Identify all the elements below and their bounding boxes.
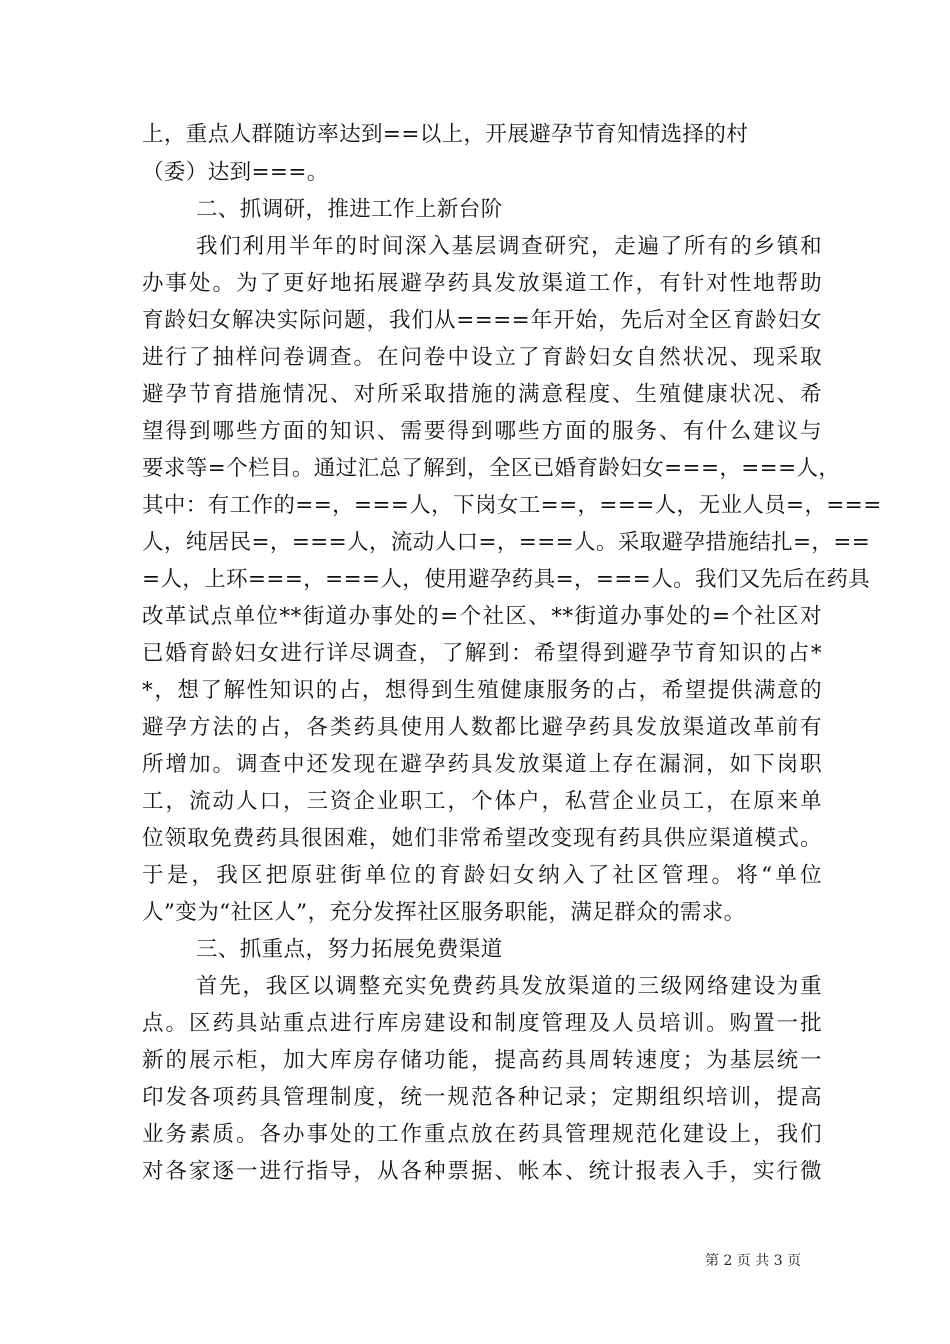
text-line: 业务素质。各办事处的工作重点放在药具管理规范化建设上，我们 — [142, 1122, 822, 1147]
text-line: 工，流动人口，三资企业职工，个体户，私营企业员工，在原来单 — [142, 789, 822, 814]
text-line: 望得到哪些方面的知识、需要得到哪些方面的服务、有什么建议与 — [142, 419, 822, 444]
text-line: 点。区药具站重点进行库房建设和制度管理及人员培训。购置一批 — [142, 1011, 822, 1036]
text-line: 办事处。为了更好地拓展避孕药具发放渠道工作，有针对性地帮助 — [142, 271, 822, 296]
text-line: 所增加。调查中还发现在避孕药具发放渠道上存在漏洞，如下岗职 — [142, 752, 822, 777]
section-heading: 二、抓调研，推进工作上新台阶 — [196, 197, 503, 222]
text-line: 首先，我区以调整充实免费药具发放渠道的三级网络建设为重 — [196, 974, 822, 999]
text-line: 位领取免费药具很困难，她们非常希望改变现有药具供应渠道模式。 — [142, 826, 822, 851]
text-line: =人，上环===，===人，使用避孕药具=，===人。我们又先后在药具 — [142, 567, 871, 592]
text-line: 印发各项药具管理制度，统一规范各种记录；定期组织培训，提高 — [142, 1085, 822, 1110]
text-line: 人”变为“社区人”，充分发挥社区服务职能，满足群众的需求。 — [142, 900, 746, 925]
text-line: 对各家逐一进行指导，从各种票据、帐本、统计报表入手，实行微 — [142, 1159, 822, 1184]
text-line: 已婚育龄妇女进行详尽调查，了解到：希望得到避孕节育知识的占* — [142, 641, 822, 666]
text-line: 改革试点单位**街道办事处的=个社区、**街道办事处的=个社区对 — [142, 604, 822, 629]
page-number-footer: 第 2 页 共 3 页 — [705, 1253, 802, 1269]
text-line: 新的展示柜，加大库房存储功能，提高药具周转速度；为基层统一 — [142, 1048, 822, 1073]
text-line: 我们利用半年的时间深入基层调查研究，走遍了所有的乡镇和 — [196, 234, 822, 259]
text-line: 其中：有工作的==，===人，下岗女工==，===人，无业人员=，=== — [142, 493, 882, 518]
text-line: 要求等=个栏目。通过汇总了解到，全区已婚育龄妇女===，===人， — [142, 456, 841, 481]
text-line: （委）达到===。 — [142, 160, 329, 185]
text-line: 上，重点人群随访率达到==以上，开展避孕节育知情选择的村 — [142, 122, 749, 147]
text-line: 人，纯居民=，===人，流动人口=，===人。采取避孕措施结扎=，== — [142, 530, 871, 555]
text-line: 于是，我区把原驻街单位的育龄妇女纳入了社区管理。将“单位 — [142, 863, 822, 888]
text-line: *，想了解性知识的占，想得到生殖健康服务的占，希望提供满意的 — [142, 678, 822, 703]
section-heading: 三、抓重点，努力拓展免费渠道 — [196, 937, 503, 962]
text-line: 育龄妇女解决实际问题，我们从====年开始，先后对全区育龄妇女 — [142, 308, 822, 333]
text-line: 进行了抽样问卷调查。在问卷中设立了育龄妇女自然状况、现采取 — [142, 345, 822, 370]
text-line: 避孕方法的占，各类药具使用人数都比避孕药具发放渠道改革前有 — [142, 715, 822, 740]
text-line: 避孕节育措施情况、对所采取措施的满意程度、生殖健康状况、希 — [142, 382, 822, 407]
